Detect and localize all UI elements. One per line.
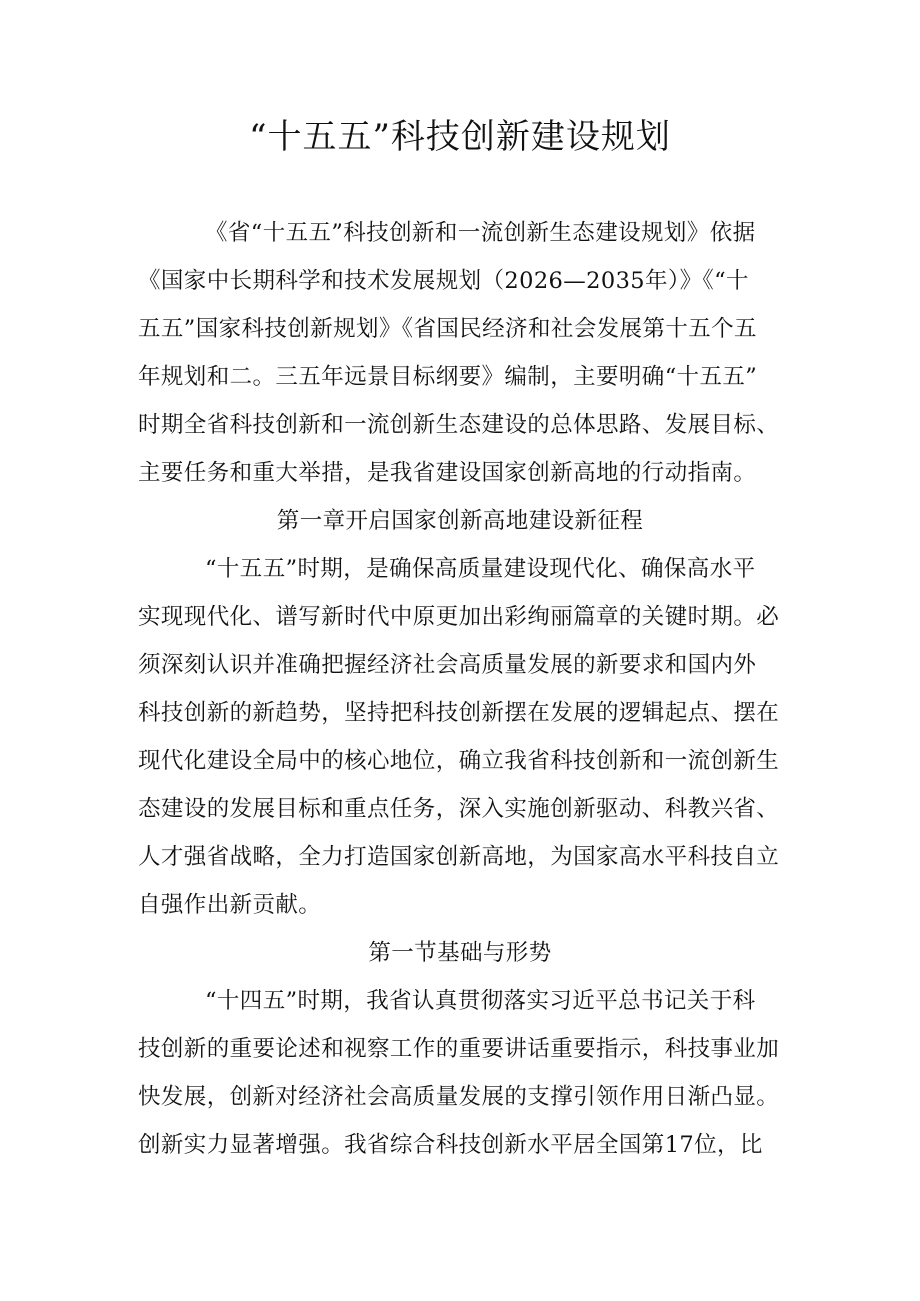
- intro-line-5: 时期全省科技创新和一流创新生态建设的总体思路、发展目标、: [138, 412, 780, 438]
- chapter-line-6: 态建设的发展目标和重点任务，深入实施创新驱动、科教兴省、: [138, 796, 780, 822]
- chapter-heading: 第一章开启国家创新高地建设新征程: [276, 508, 644, 534]
- section-line-4: 创新实力显著增强。我省综合科技创新水平居全国第17位，比: [138, 1132, 763, 1158]
- chapter-line-4: 科技创新的新趋势，坚持把科技创新摆在发展的逻辑起点、摆在: [138, 700, 780, 726]
- section-line-2: 技创新的重要论述和视察工作的重要讲话重要指示，科技事业加: [138, 1036, 780, 1062]
- intro-line-6: 主要任务和重大举措，是我省建设国家创新高地的行动指南。: [138, 460, 757, 486]
- chapter-line-5: 现代化建设全局中的核心地位，确立我省科技创新和一流创新生: [138, 748, 780, 774]
- intro-line-2: 《国家中长期科学和技术发展规划（2026—2035年）》《“十: [138, 268, 749, 294]
- section-heading: 第一节基础与形势: [368, 940, 552, 966]
- chapter-line-3: 须深刻认识并准确把握经济社会高质量发展的新要求和国内外: [138, 652, 757, 678]
- chapter-line-7: 人才强省战略，全力打造国家创新高地，为国家高水平科技自立: [138, 844, 780, 870]
- chapter-line-1: “十五五”时期，是确保高质量建设现代化、确保高水平: [205, 556, 756, 582]
- intro-line-4: 年规划和二。三五年远景目标纲要》编制，主要明确“十五五”: [138, 364, 758, 390]
- intro-line-1: 《省“十五五”科技创新和一流创新生态建设规划》依据: [205, 220, 756, 246]
- intro-line-3: 五五”国家科技创新规划》《省国民经济和社会发展第十五个五: [138, 316, 757, 342]
- section-line-1: “十四五”时期，我省认真贯彻落实习近平总书记关于科: [205, 988, 756, 1014]
- section-line-3: 快发展，创新对经济社会高质量发展的支撑引领作用日渐凸显。: [138, 1084, 780, 1110]
- chapter-line-8: 自强作出新贡献。: [138, 892, 322, 918]
- chapter-line-2: 实现现代化、谱写新时代中原更加出彩绚丽篇章的关键时期。必: [138, 604, 780, 630]
- document-title: “十五五”科技创新建设规划: [249, 117, 671, 157]
